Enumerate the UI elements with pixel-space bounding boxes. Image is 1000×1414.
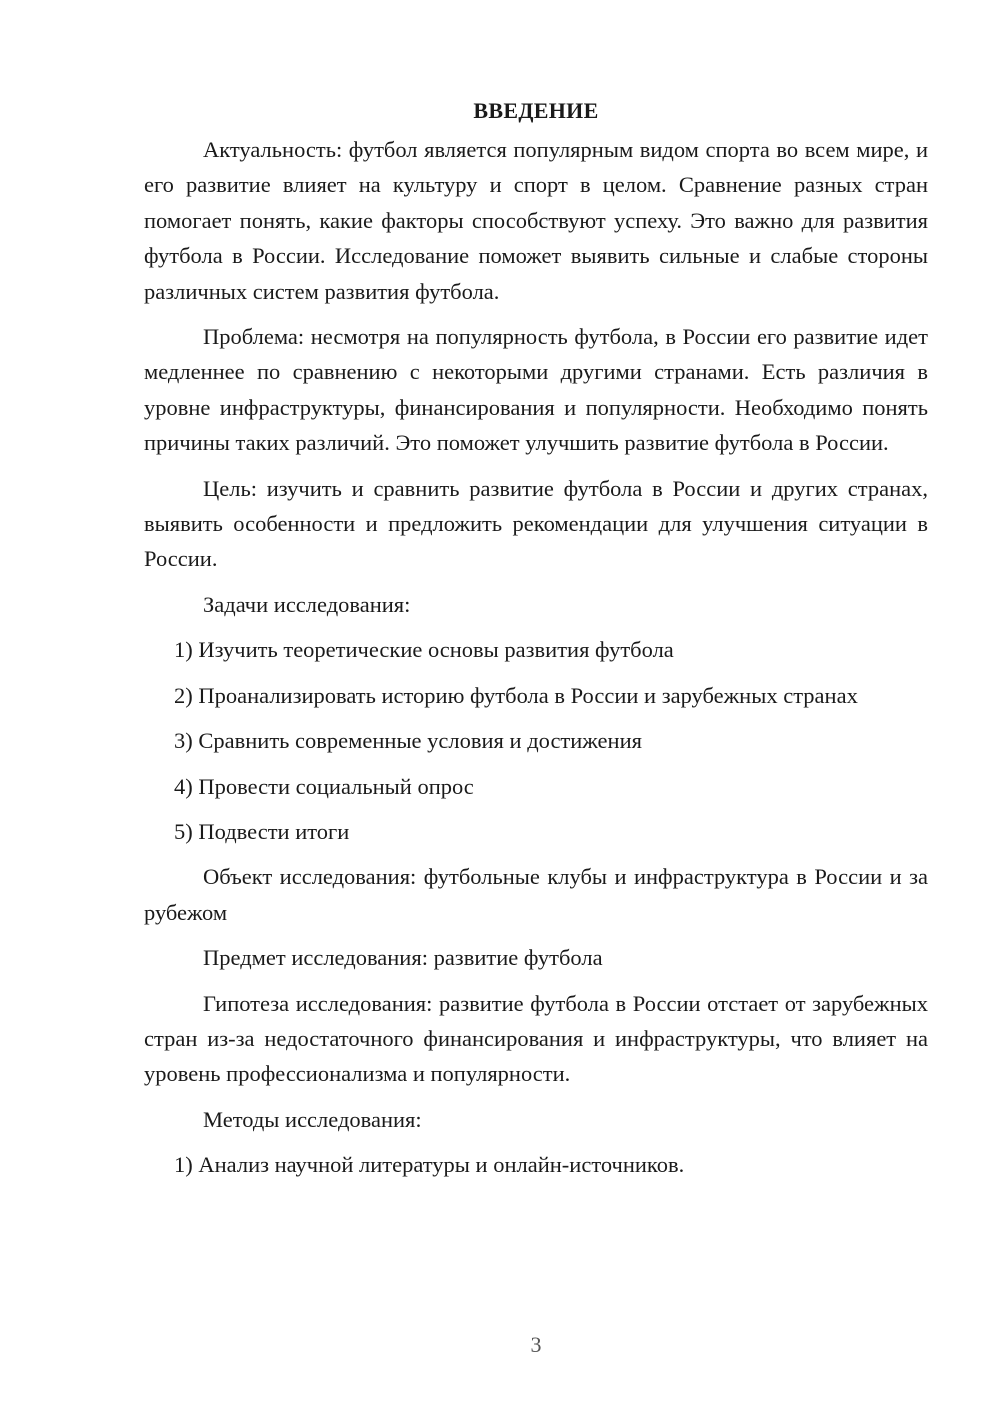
list-item-task-4: 4) Провести социальный опрос	[174, 773, 474, 799]
paragraph-problem: Проблема: несмотря на популярность футбола, в России его развитие идет медленнее по сравнению с некоторыми другими странами. Есть различия в уровне инфраструктуры, финансирования и популярности. Необходимо понять причины таких различий. Это поможет улучшить развитие футбола в России.	[144, 324, 928, 456]
list-item-task-3: 3) Сравнить современные условия и достижения	[174, 728, 642, 754]
paragraph-object: Объект исследования: футбольные клубы и инфраструктура в России и за рубежом	[144, 864, 928, 925]
page-content	[144, 96, 928, 1193]
list-item-method-1: 1) Анализ научной литературы и онлайн-источников.	[174, 1152, 685, 1178]
paragraph-hypothesis: Гипотеза исследования: развитие футбола в России отстает от зарубежных стран из-за недостаточного финансирования и инфраструктуры, что влияет на уровень профессионализма и популярности.	[144, 990, 928, 1087]
paragraph-relevance: Актуальность: футбол является популярным видом спорта во всем мире, и его развитие влияет на культуру и спорт в целом. Сравнение разных стран помогает понять, какие факторы способствуют успеху. Это важно для развития футбола в России. Исследование поможет выявить сильные и слабые стороны различных систем развития футбола.	[144, 137, 928, 304]
paragraph-goal: Цель: изучить и сравнить развитие футбола в России и других странах, выявить особенности и предложить рекомендации для улучшения ситуации в России.	[144, 475, 928, 572]
list-item-task-5: 5) Подвести итоги	[174, 818, 350, 844]
list-item-task-2: 2) Проанализировать историю футбола в России и зарубежных странах	[174, 682, 858, 708]
page-number: 3	[530, 1332, 542, 1357]
page-title: ВВЕДЕНИЕ	[473, 98, 599, 123]
paragraph-subject: Предмет исследования: развитие футбола	[203, 945, 603, 971]
list-item-task-1: 1) Изучить теоретические основы развития футбола	[174, 637, 674, 663]
paragraph-methods-heading: Методы исследования:	[203, 1106, 422, 1132]
paragraph-tasks-heading: Задачи исследования:	[203, 591, 411, 617]
